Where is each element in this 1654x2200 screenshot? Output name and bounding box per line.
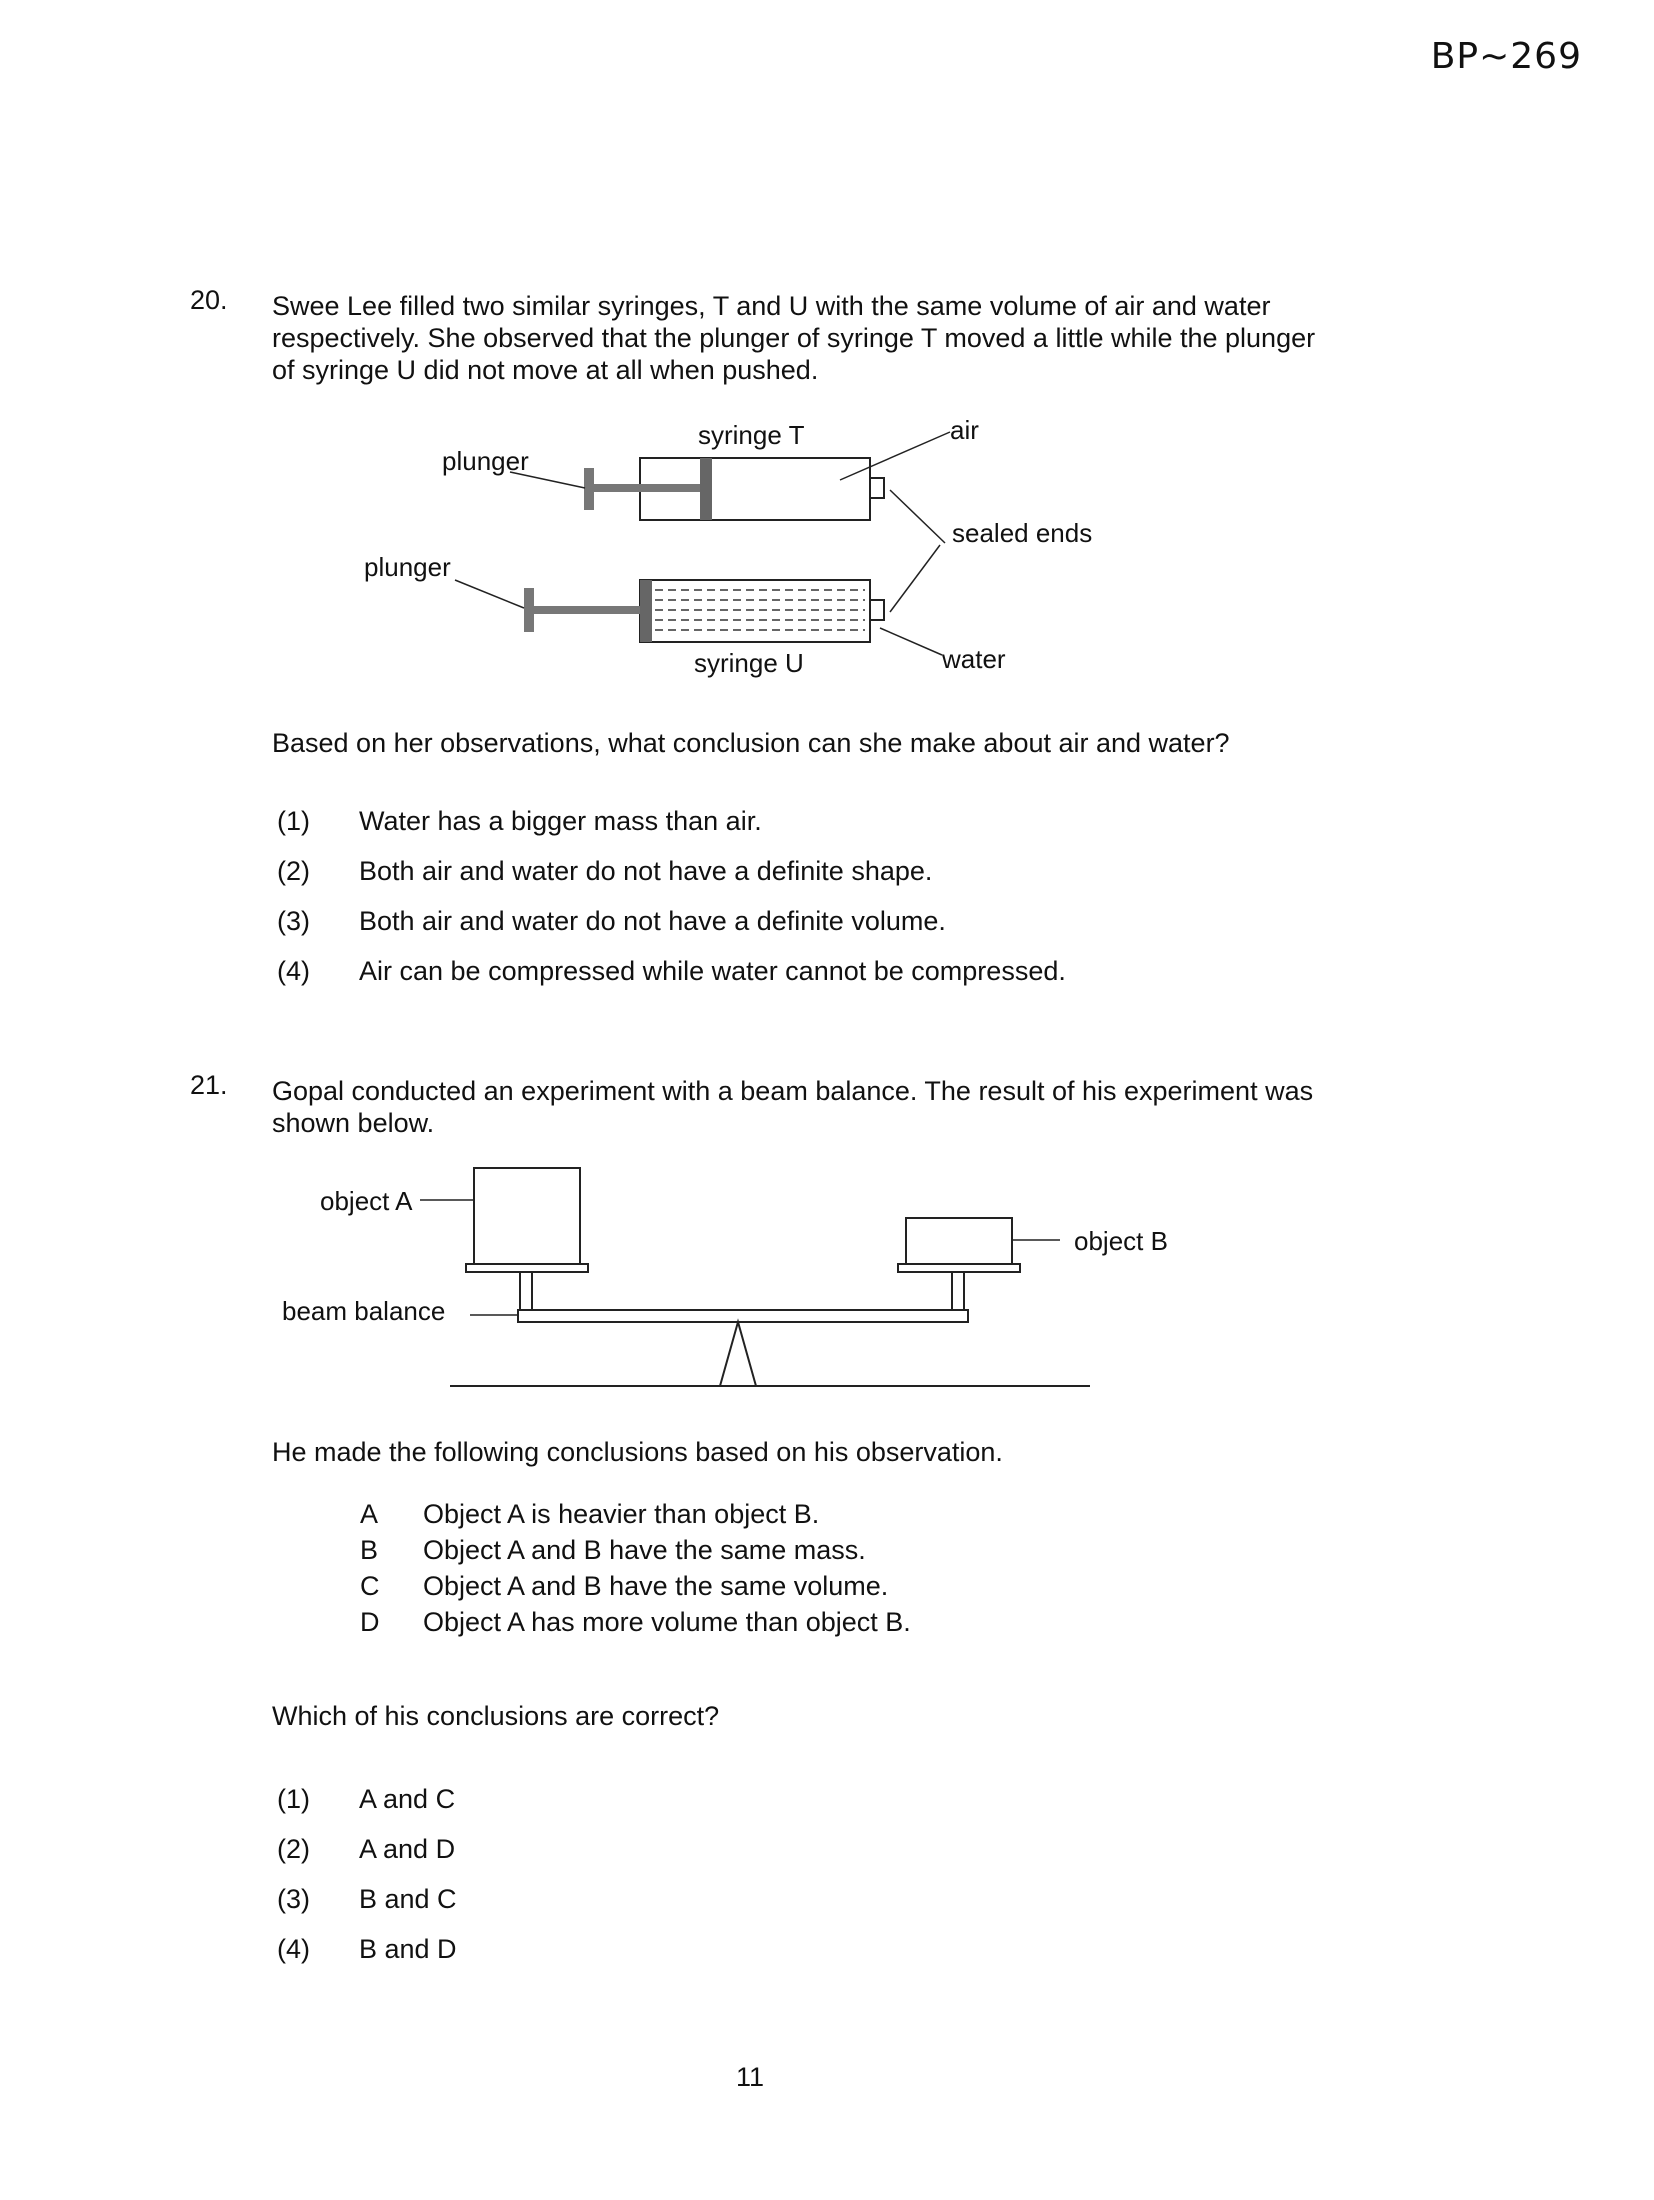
option-2[interactable]	[277, 846, 1066, 896]
option-number: (1)	[277, 806, 310, 836]
conclusion-text: Object A is heavier than object B.	[423, 1499, 820, 1529]
option-number: (4)	[277, 1934, 310, 1964]
question-20-text: Swee Lee filled two similar syringes, T and U with the same volume of air and water respectively. She observed that the plunger of syringe T moved a little while the plunger of syringe U did not move at all when pushed.	[272, 291, 1316, 385]
option-4[interactable]	[277, 946, 1066, 996]
option-text: A and C	[359, 1784, 456, 1814]
water-fill	[655, 590, 865, 630]
page-number: 11	[736, 2062, 765, 2092]
fulcrum	[720, 1322, 756, 1386]
label-air: air	[950, 415, 979, 445]
question-21-text: Gopal conducted an experiment with a beam balance. The result of his experiment was shown below.	[272, 1076, 1314, 1138]
option-3[interactable]	[277, 1874, 457, 1924]
conclusion-d	[360, 1604, 911, 1640]
label-plunger-top: plunger	[442, 446, 529, 476]
label-syringe-u: syringe U	[694, 648, 804, 678]
question-20-number: 20.	[190, 285, 228, 315]
option-number: (2)	[277, 1834, 310, 1864]
option-2[interactable]	[277, 1824, 457, 1874]
syringe-u-sealed-tip	[870, 600, 884, 620]
left-pan	[466, 1264, 588, 1272]
label-object-b: object B	[1074, 1226, 1168, 1256]
option-text: A and D	[359, 1834, 456, 1864]
conclusion-text: Object A has more volume than object B.	[423, 1607, 911, 1637]
option-number: (2)	[277, 856, 310, 886]
object-a	[474, 1168, 580, 1264]
question-20-prompt: Based on her observations, what conclusion can she make about air and water?	[272, 728, 1230, 758]
right-pan	[898, 1264, 1020, 1272]
label-sealed-ends: sealed ends	[952, 518, 1093, 548]
question-20-options	[277, 796, 1066, 996]
option-1[interactable]	[277, 1774, 457, 1824]
question-21-prompt: Which of his conclusions are correct?	[272, 1701, 720, 1731]
option-text: B and D	[359, 1934, 457, 1964]
balance-beam	[518, 1310, 968, 1322]
option-4[interactable]	[277, 1924, 457, 1974]
option-text: Air can be compressed while water cannot be compressed.	[359, 956, 1066, 986]
syringe-t-plunger-rod	[585, 484, 700, 492]
option-number: (3)	[277, 1884, 310, 1914]
question-21-options	[277, 1774, 457, 1974]
question-21-conclusions	[360, 1496, 911, 1640]
conclusion-letter: C	[360, 1571, 380, 1601]
conclusion-c	[360, 1568, 911, 1604]
conclusion-text: Object A and B have the same mass.	[423, 1535, 866, 1565]
option-text: Both air and water do not have a definite shape.	[359, 856, 933, 886]
conclusion-letter: B	[360, 1535, 379, 1565]
syringe-u-plunger-rod	[525, 606, 640, 614]
paper-code: BP~269	[1430, 36, 1582, 77]
conclusion-letter: D	[360, 1607, 380, 1637]
conclusion-b	[360, 1532, 911, 1568]
label-beam-balance: beam balance	[282, 1296, 446, 1326]
option-text: B and C	[359, 1884, 457, 1914]
syringe-u-plunger-head	[640, 580, 652, 642]
option-number: (1)	[277, 1784, 310, 1814]
option-text: Water has a bigger mass than air.	[359, 806, 762, 836]
conclusion-a	[360, 1496, 911, 1532]
option-1[interactable]	[277, 796, 1066, 846]
syringe-diagram	[350, 410, 1150, 700]
conclusion-text: Object A and B have the same volume.	[423, 1571, 889, 1601]
beam-balance-diagram	[270, 1160, 1210, 1400]
option-3[interactable]	[277, 896, 1066, 946]
option-number: (3)	[277, 906, 310, 936]
option-number: (4)	[277, 956, 310, 986]
object-b	[906, 1218, 1012, 1264]
label-plunger-bottom: plunger	[364, 552, 451, 582]
syringe-u-plunger-handle	[524, 588, 534, 632]
syringe-t-sealed-tip	[870, 478, 884, 498]
conclusion-letter: A	[360, 1499, 379, 1529]
option-text: Both air and water do not have a definite volume.	[359, 906, 946, 936]
syringe-t-plunger-head	[700, 458, 712, 520]
label-water: water	[942, 644, 1006, 674]
syringe-t-plunger-handle	[584, 468, 594, 510]
label-syringe-t: syringe T	[698, 420, 805, 450]
label-object-a: object A	[320, 1186, 413, 1216]
question-21-intro: He made the following conclusions based on his observation.	[272, 1437, 1003, 1467]
question-21-number: 21.	[190, 1070, 228, 1100]
